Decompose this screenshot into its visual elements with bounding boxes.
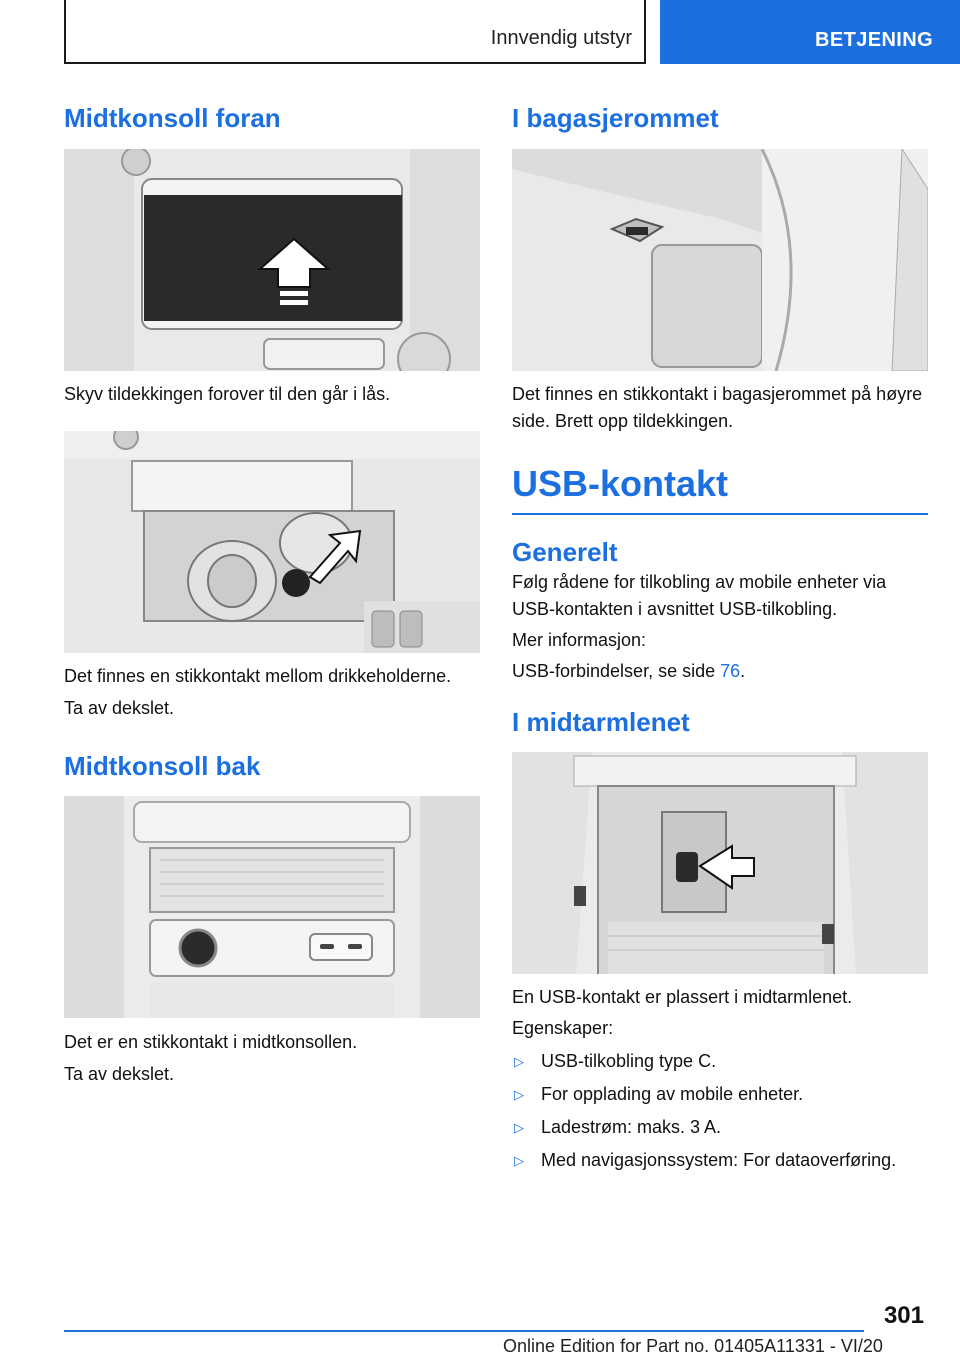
figure-front-console-cover [64,149,480,371]
footer-edition: Online Edition for Part no. 01405A11331 - VI/20 [503,1336,883,1356]
text-properties: Egenskaper: [512,1018,614,1038]
header-section-tab [64,0,646,64]
caption-remove-cover-1: Ta av dekslet. [64,698,175,718]
figure-rear-console [64,796,480,1018]
reference-end: . [740,661,746,681]
heading-trunk: I bagasjerommet [512,103,719,133]
list-item: ▷ USB-tilkobling type C. [512,1048,928,1075]
triangle-bullet-icon: ▷ [514,1054,524,1069]
text-usb-reference [512,658,928,685]
caption-rear-socket: Det er en stikkontakt i midtkonsollen. [64,1032,358,1052]
left-column [64,100,480,1088]
caption-armrest-usb: En USB-kontakt er plassert i midtarmlenet. [512,987,853,1007]
heading-usb: USB-kontakt [512,463,729,504]
triangle-bullet-icon: ▷ [514,1087,524,1102]
reference-label: USB-forbindelser, se side [512,661,721,681]
list-item: ▷ For opplading av mobile enheter. [512,1081,928,1108]
right-column [512,100,928,1180]
list-item: ▷ Ladestrøm: maks. 3 A. [512,1114,928,1141]
text-general: Følg rådene for tilkobling av mobile enheter via USB-kontakten i avsnittet USB-tilkobling. [512,572,887,619]
heading-underline [512,513,928,515]
header-chapter-title: BETJENING [815,29,934,51]
heading-general: Generelt [512,537,618,567]
figure-armrest-usb [512,752,928,974]
text-more-info: Mer informasjon: [512,630,647,650]
header-chapter-tab [660,0,960,64]
list-item: ▷ Med navigasjonssystem: For dataoverføring. [512,1147,928,1174]
footer-rule [64,1330,864,1332]
figure-trunk-socket [512,149,928,371]
figure-front-console-cupholders [64,431,480,653]
caption-remove-cover-2: Ta av dekslet. [64,1064,175,1084]
heading-front-console: Midtkonsoll foran [64,103,281,133]
caption-front-cover: Skyv tildekkingen forover til den går i lås. [64,384,391,404]
page-number: 301 [883,1302,924,1329]
caption-cupholder-socket: Det finnes en stikkontakt mellom drikkeholderne. [64,666,452,686]
properties-list [512,1048,928,1174]
header-section-title: Innvendig utstyr [490,27,632,49]
heading-rear-console: Midtkonsoll bak [64,751,261,781]
triangle-bullet-icon: ▷ [514,1120,524,1135]
caption-trunk-socket: Det finnes en stikkontakt i bagasjerommet på høyre side. Brett opp tildekkingen. [512,384,923,431]
triangle-bullet-icon: ▷ [514,1153,524,1168]
page-link-76[interactable]: 76 [720,661,741,681]
heading-armrest: I midtarmlenet [512,707,690,737]
